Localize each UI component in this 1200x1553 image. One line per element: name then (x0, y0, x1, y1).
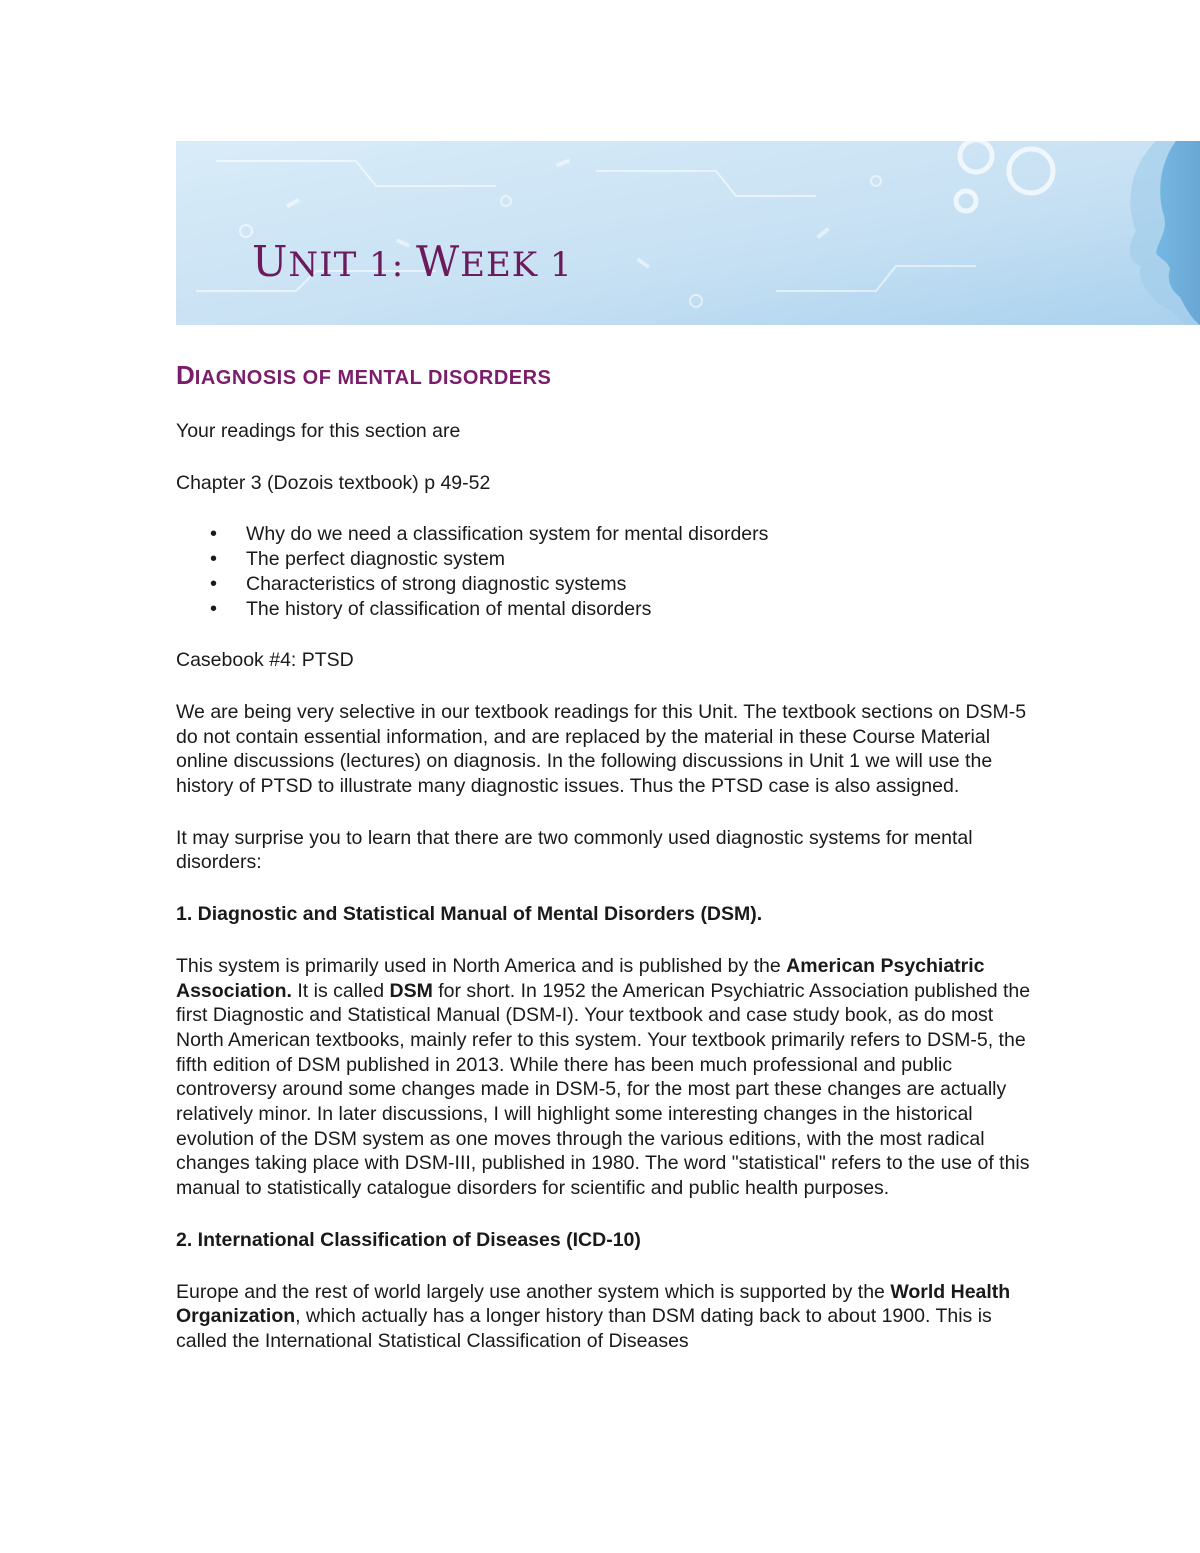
dsm-text-abbrev: DSM (389, 979, 433, 1002)
dsm-text-c: It is called (291, 979, 390, 1002)
dsm-text-a: This system is primarily used in North America and is published by the (176, 954, 787, 977)
banner-title-initial-1: U (252, 237, 289, 286)
icd-text-who: World Health Organization (176, 1280, 1011, 1328)
section-title-rest: IAGNOSIS OF MENTAL DISORDERS (194, 367, 552, 389)
icd-text-a: Europe and the rest of world largely use another system which is supported by the (176, 1280, 891, 1303)
banner-title (252, 237, 573, 286)
dsm-text-e: for short. In 1952 the American Psychiatric Association published the first Diagnostic and Statistical Manual (DSM-I). Your textbook and case study book, as do most North American textbooks, mainly refer to this system. Your textbook primarily refers to DSM-5, the fifth edition of DSM published in 2013. While there has been much professional and public controversy around some changes made in DSM-5, for the most part these changes are actually relatively minor. In later discussions, I will highlight some interesting changes in the historical evolution of the DSM system as one moves through the various editions, with the most radical changes taking place with DSM-III, published in 1980. The word "statistical" refers to the use of this manual to statistically catalogue disorders for scientific and public health purposes. (176, 979, 1031, 1200)
document-body (176, 360, 1046, 1381)
icd-text-c: , which actually has a longer history than DSM dating back to about 1900. This is called the International Statistical Classification of Diseases (176, 1305, 992, 1352)
banner-title-rest-1: NIT 1: (288, 245, 416, 285)
chapter-reference: Chapter 3 (Dozois textbook) p 49-52 (176, 471, 491, 494)
icd-heading: 2. International Classification of Diseases (ICD-10) (176, 1228, 641, 1251)
banner-title-initial-2: W (415, 237, 461, 286)
banner-title-rest-2: EEK 1 (460, 245, 573, 285)
dsm-heading: 1. Diagnostic and Statistical Manual of Mental Disorders (DSM). (176, 903, 763, 926)
section-title-initial: D (176, 360, 195, 390)
selective-readings-paragraph: We are being very selective in our textbook readings for this Unit. The textbook sections on DSM-5 do not contain essential information, and are replaced by the material in these Course Material online discussions (lectures) on diagnosis. In the following discussions in Unit 1 we will use the history of PTSD to illustrate many diagnostic issues. Thus the PTSD case is also assigned. (176, 700, 1027, 798)
casebook-reference: Casebook #4: PTSD (176, 649, 354, 672)
list-item: • Characteristics of strong diagnostic systems (246, 572, 1046, 597)
list-item: • The perfect diagnostic system (246, 547, 1046, 572)
section-title (176, 360, 1046, 393)
reading-topics-list (176, 522, 1046, 621)
two-systems-paragraph: It may surprise you to learn that there are two commonly used diagnostic systems for mental disorders: (176, 826, 973, 874)
icd-paragraph (176, 1280, 1046, 1354)
unit-banner (176, 141, 1200, 325)
dsm-text-apa: American Psychiatric Association. (176, 954, 985, 1002)
readings-intro: Your readings for this section are (176, 420, 461, 442)
banner-background (176, 141, 1200, 325)
list-item: • The history of classification of mental disorders (246, 597, 1046, 622)
dsm-paragraph (176, 954, 1046, 1201)
list-item: • Why do we need a classification system for mental disorders (246, 522, 1046, 547)
